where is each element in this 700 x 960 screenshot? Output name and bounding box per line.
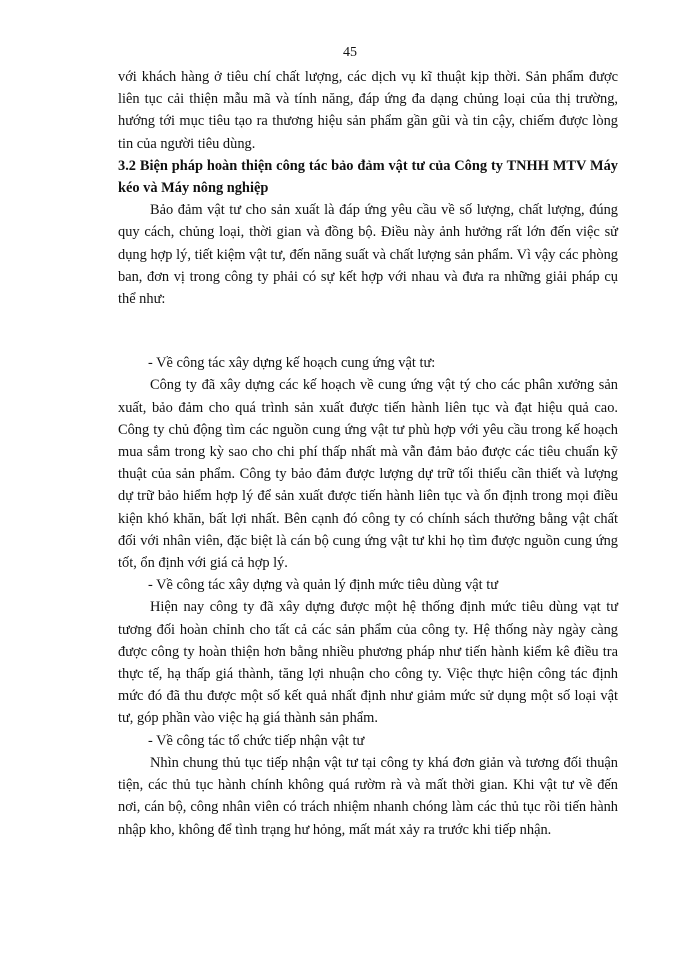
paragraph-supply-planning: Công ty đã xây dựng các kế hoạch về cung ứng vật tý cho các phân xưởng sản xuất, bảo đảm cho quá trình sản xuất được tiến hành liên tục và đạt hiệu quả cao. Công ty chủ động tìm các nguồn cung ứng vật tư phù hợp với yêu cầu trong kế hoạch mua sắm trong kỳ sao cho chi phí thấp nhất mà vẫn đảm bảo được các tiêu chuẩn kỹ thuật của sản phẩm. Công ty bảo đảm được lượng dự trữ tối thiểu cần thiết và lượng dự trữ bảo hiểm hợp lý để sản xuất được tiến hành liên tục và ổn định trong mọi điều kiện khó khăn, bất lợi nhất. Bên cạnh đó công ty có chính sách thưởng bằng vật chất đối với nhân viên, đặc biệt là cán bộ cung ứng vật tư khi họ tìm được nguồn cung ứng tốt, ổn định với giá cả hợp lý. [118,377,618,572]
paragraph-consumption-norms: Hiện nay công ty đã xây dựng được một hệ thống định mức tiêu dùng vạt tư tương đối hoàn chỉnh cho tất cả các sản phẩm của công ty. Hệ thống này ngày càng được công ty hoàn thiện hơn bằng nhiều phương pháp như tiến hành kiểm kê điều tra thực tế, hạ thấp giá thành, tăng lợi nhuận cho công ty. Việc thực hiện công tác định mức đó đã thu được một số kết quả nhất định như giảm mức sử dụng một số loại vật tư, góp phần vào việc hạ giá thành sản phẩm. [118,599,618,727]
paragraph-intro-continuation: với khách hàng ở tiêu chí chất lượng, các dịch vụ kĩ thuật kịp thời. Sản phẩm được liên tục cải thiện mẫu mã và tính năng, đáp ứng đa dạng chủng loại của thị trường, hướng tới mục tiêu tạo ra thương hiệu sản phẩm gần gũi và tin cậy, chiếm được lòng tin của người tiêu dùng. [118,69,618,152]
blank-gap [118,310,618,352]
page-content [118,66,618,841]
bullet-material-receiving: - Về công tác tổ chức tiếp nhận vật tư [148,732,365,749]
bullet-supply-planning: - Về công tác xây dựng kế hoạch cung ứng vật tư: [148,355,436,372]
section-heading: 3.2 Biện pháp hoàn thiện công tác bảo đảm vật tư của Công ty TNHH MTV Máy kéo và Máy nông nghiệp [118,157,618,197]
paragraph-material-receiving: Nhìn chung thủ tục tiếp nhận vật tư tại công ty khá đơn giản và tương đối thuận tiện, các thủ tục hành chính không quá rườm rà và mất thời gian. Khi vật tư về đến nơi, cán bộ, công nhân viên có trách nhiệm nhanh chóng làm các thủ tục rồi tiến hành nhập kho, không để tình trạng hư hỏng, mất mát xảy ra trước khi tiếp nhận. [118,754,618,838]
page-number: 45 [343,45,357,60]
bullet-consumption-norms: - Về công tác xây dựng và quản lý định mức tiêu dùng vật tư [148,577,499,594]
paragraph-overview: Bảo đảm vật tư cho sản xuất là đáp ứng yêu cầu về số lượng, chất lượng, đúng quy cách, chủng loại, thời gian và đồng bộ. Điều này ảnh hưởng rất lớn đến việc sử dụng hợp lý, tiết kiệm vật tư, đến năng suất và chất lượng sản phẩm. Vì vậy các phòng ban, đơn vị trong công ty phải có sự kết hợp với nhau và đưa ra những giải pháp cụ thể như: [118,202,618,308]
